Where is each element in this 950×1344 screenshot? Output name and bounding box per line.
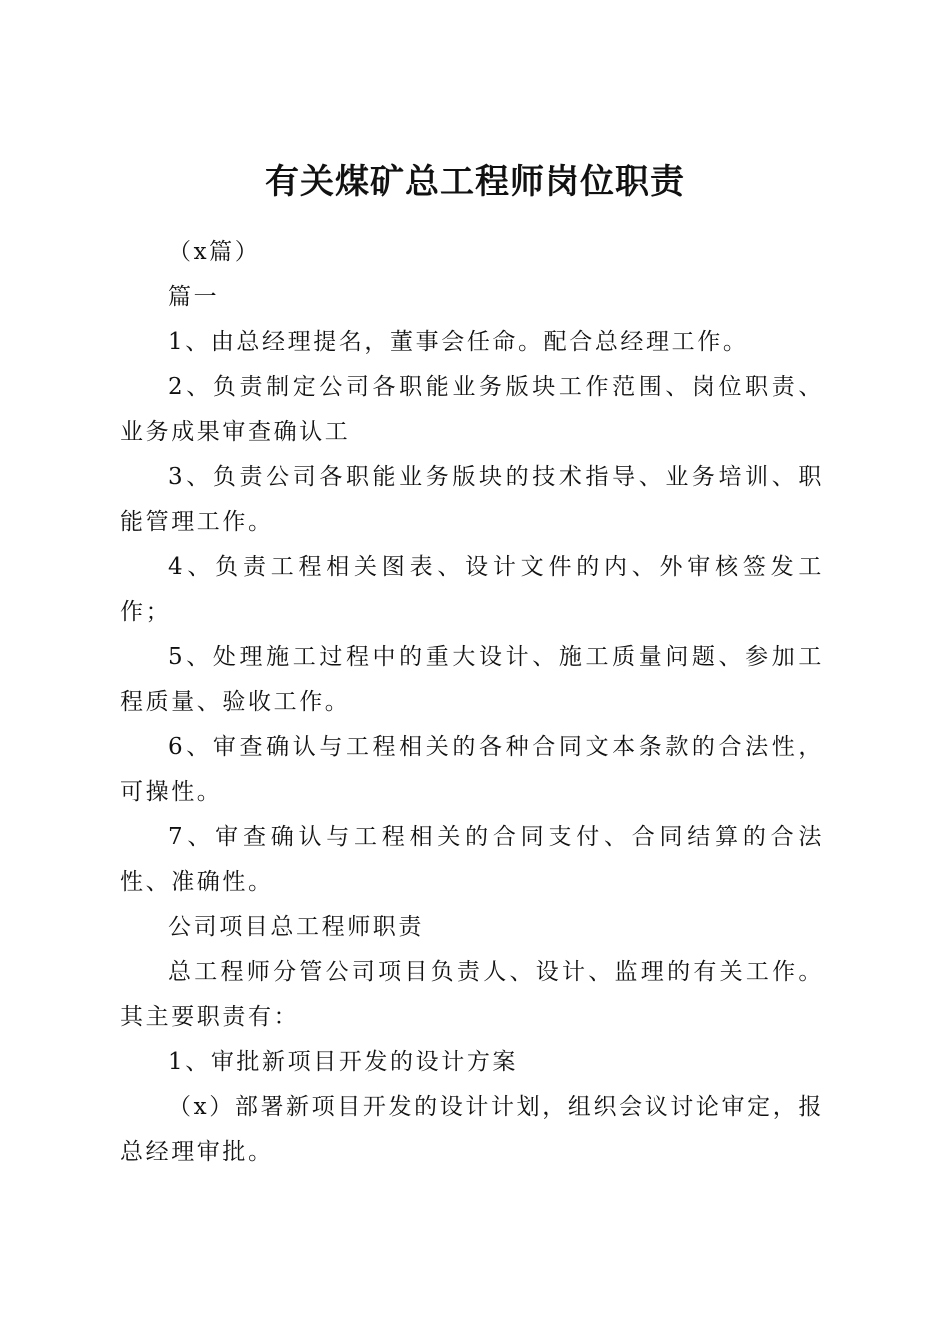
document-body bbox=[120, 230, 824, 1175]
paragraph-item-2: 2、负责制定公司各职能业务版块工作范围、岗位职责、业务成果审查确认工 bbox=[120, 374, 824, 445]
paragraph-item-5: 5、处理施工过程中的重大设计、施工质量问题、参加工程质量、验收工作。 bbox=[120, 644, 824, 715]
paragraph-intro: 总工程师分管公司项目负责人、设计、监理的有关工作。其主要职责有： bbox=[120, 959, 824, 1030]
paragraph-item-1: 1、由总经理提名，董事会任命。配合总经理工作。 bbox=[168, 329, 749, 355]
paragraph-duty-1: 1、审批新项目开发的设计方案 bbox=[168, 1049, 519, 1075]
paragraph-item-4: 4、负责工程相关图表、设计文件的内、外审核签发工作； bbox=[120, 554, 824, 625]
paragraph-item-6: 6、审查确认与工程相关的各种合同文本条款的合法性，可操性。 bbox=[120, 734, 824, 805]
document-title: 有关煤矿总工程师岗位职责 bbox=[265, 161, 685, 202]
paragraph-subheading: 公司项目总工程师职责 bbox=[168, 914, 424, 940]
paragraph-item-7: 7、审查确认与工程相关的合同支付、合同结算的合法性、准确性。 bbox=[120, 824, 824, 895]
paragraph-duty-1-x: （x）部署新项目开发的设计计划，组织会议讨论审定，报总经理审批。 bbox=[120, 1094, 824, 1165]
paragraph-count: （x篇） bbox=[168, 239, 261, 265]
paragraph-item-3: 3、负责公司各职能业务版块的技术指导、业务培训、职能管理工作。 bbox=[120, 464, 824, 535]
paragraph-section-one: 篇一 bbox=[168, 284, 220, 310]
